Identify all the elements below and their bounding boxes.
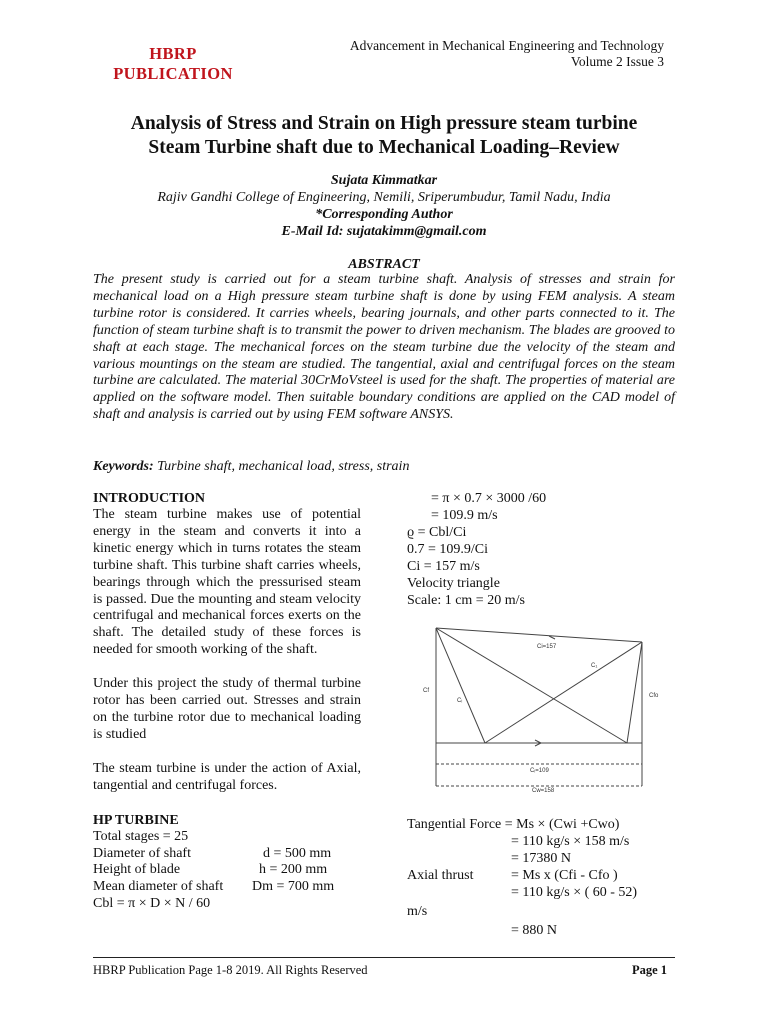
axial-thrust-row xyxy=(407,867,677,884)
forces-block xyxy=(407,816,677,939)
keywords-list: Turbine shaft, mechanical load, stress, strain xyxy=(157,459,410,474)
hp-cbl-formula: Cbl = π × D × N / 60 xyxy=(93,896,211,912)
left-column xyxy=(93,490,361,913)
hp-row-label: Mean diameter of shaft xyxy=(93,879,224,895)
cross-line xyxy=(436,628,627,743)
intro-paragraph-3: The steam turbine is under the action of Axial, tangential and centrifugal forces. xyxy=(93,760,361,793)
journal-volume: Volume 2 Issue 3 xyxy=(570,54,664,69)
tangential-force-line-2: = 110 kg/s × 158 m/s xyxy=(511,834,630,849)
cfo-line xyxy=(627,642,642,743)
author-name: Sujata Kimmatkar xyxy=(330,173,438,188)
hp-row-value: h = 200 mm xyxy=(259,862,328,878)
title-line-1: Analysis of Stress and Strain on High pressure steam turbine xyxy=(130,113,638,134)
introduction-heading: INTRODUCTION xyxy=(93,491,206,506)
label-ci: Ci=157 xyxy=(537,644,557,650)
calc-line-2: = 109.9 m/s xyxy=(431,508,498,523)
axial-thrust-unit: m/s xyxy=(407,904,428,919)
calc-line-3: ϱ = Cbl/Ci xyxy=(407,525,467,540)
paper-title xyxy=(60,112,708,160)
label-cfo: Cfo xyxy=(649,693,659,699)
hp-row-label: Diameter of shaft xyxy=(93,845,191,861)
label-ci-left: Cᵢ xyxy=(457,698,463,704)
hp-row-diameter xyxy=(93,846,361,863)
label-cw: Cw=158 xyxy=(532,788,555,794)
tangential-force-line-3: = 17380 N xyxy=(511,851,572,866)
page-number: Page 1 xyxy=(631,963,667,977)
hp-row-label: Height of blade xyxy=(93,862,181,878)
intro-paragraph-1: The steam turbine makes use of potential energy in the steam and converts it into a kinetic energy which in turns rotates the steam turbine shaft. This turbine shaft carries wheels, bearings through which the pressurised steam is passed. Due the mounting and steam velocity centrifugal and mechanical forces exerts on the shaft. The detailed study of these forces is needed for smooth working of the shaft. xyxy=(93,507,361,658)
label-cbl: Cᵢ=109 xyxy=(530,768,549,774)
hp-row-mean-diameter xyxy=(93,879,361,896)
keywords-label: Keywords: xyxy=(93,459,154,474)
tangential-force-label: Tangential Force = Ms × (Cwi +Cwo) xyxy=(407,817,620,832)
velocity-triangle-diagram xyxy=(405,622,667,800)
ci-line xyxy=(436,628,642,642)
abstract-heading: ABSTRACT xyxy=(348,257,420,272)
hp-row-height xyxy=(93,862,361,879)
hp-row-value: Dm = 700 mm xyxy=(252,879,335,895)
author-affiliation: Rajiv Gandhi College of Engineering, Nemili, Sriperumbudur, Tamil Nadu, India xyxy=(157,190,611,205)
logo-line-2: PUBLICATION xyxy=(113,64,233,83)
footer-divider xyxy=(93,957,675,958)
axial-thrust-result: = 880 N xyxy=(511,923,558,938)
label-c1: C₁ xyxy=(591,663,598,669)
right-column xyxy=(407,490,677,609)
title-line-2: Steam Turbine shaft due to Mechanical Loading–Review xyxy=(148,137,620,158)
calc-line-6: Velocity triangle xyxy=(407,576,500,591)
footer-copyright: HBRP Publication Page 1-8 2019. All Rights Reserved xyxy=(93,963,368,977)
hp-row-value: d = 500 mm xyxy=(263,845,332,861)
abstract-text: The present study is carried out for a steam turbine shaft. Analysis of stresses and strain for mechanical load on a High pressure steam turbine shaft is done by using FEM analysis. A steam turbine rotor is considered. It carries wheels, bearing journals, and other parts connected to it. The function of steam turbine shaft is to transmit the power to driven mechanism. The blades are grooved to shaft at each stage. The mechanical forces on the steam turbine due the velocity of the steam and various mountings on the steam are studied. The tangential, axial and centrifugal forces on the steam turbine are calculated. The material 30CrMoVsteel is used for the shaft. The properties of material are applied on the software model. Then suitable boundary conditions are applied on the CAD model of shaft and analysis is carried out by using FEM software ANSYS. xyxy=(93,272,675,423)
author-block xyxy=(60,172,708,240)
author-email: E-Mail Id: sujatakimm@gmail.com xyxy=(281,224,487,239)
label-cf: Cf xyxy=(423,688,429,694)
calc-line-1: = π × 0.7 × 3000 /60 xyxy=(431,491,547,506)
intro-paragraph-2: Under this project the study of thermal turbine rotor has been carried out. Stresses and strain on the turbine rotor due to mechanical loading is studied xyxy=(93,676,361,742)
keywords xyxy=(93,458,675,475)
axial-thrust-line-1: = Ms x (Cfi - Cfo ) xyxy=(511,868,618,883)
corresponding-author: *Corresponding Author xyxy=(315,207,453,222)
calc-line-5: Ci = 157 m/s xyxy=(407,559,480,574)
calc-line-7: Scale: 1 cm = 20 m/s xyxy=(407,593,525,608)
journal-name: Advancement in Mechanical Engineering and Technology xyxy=(349,38,664,53)
c1-line xyxy=(485,642,642,743)
journal-info xyxy=(350,38,664,70)
axial-thrust-line-2: = 110 kg/s × ( 60 - 52) xyxy=(511,885,638,900)
publisher-logo xyxy=(106,44,240,84)
axial-thrust-label: Axial thrust xyxy=(407,868,474,883)
hp-total-stages: Total stages = 25 xyxy=(93,828,189,844)
logo-line-1: HBRP xyxy=(149,44,197,63)
ci-left-line xyxy=(436,628,485,743)
hp-turbine-heading: HP TURBINE xyxy=(93,812,179,828)
calc-line-4: 0.7 = 109.9/Ci xyxy=(407,542,489,557)
